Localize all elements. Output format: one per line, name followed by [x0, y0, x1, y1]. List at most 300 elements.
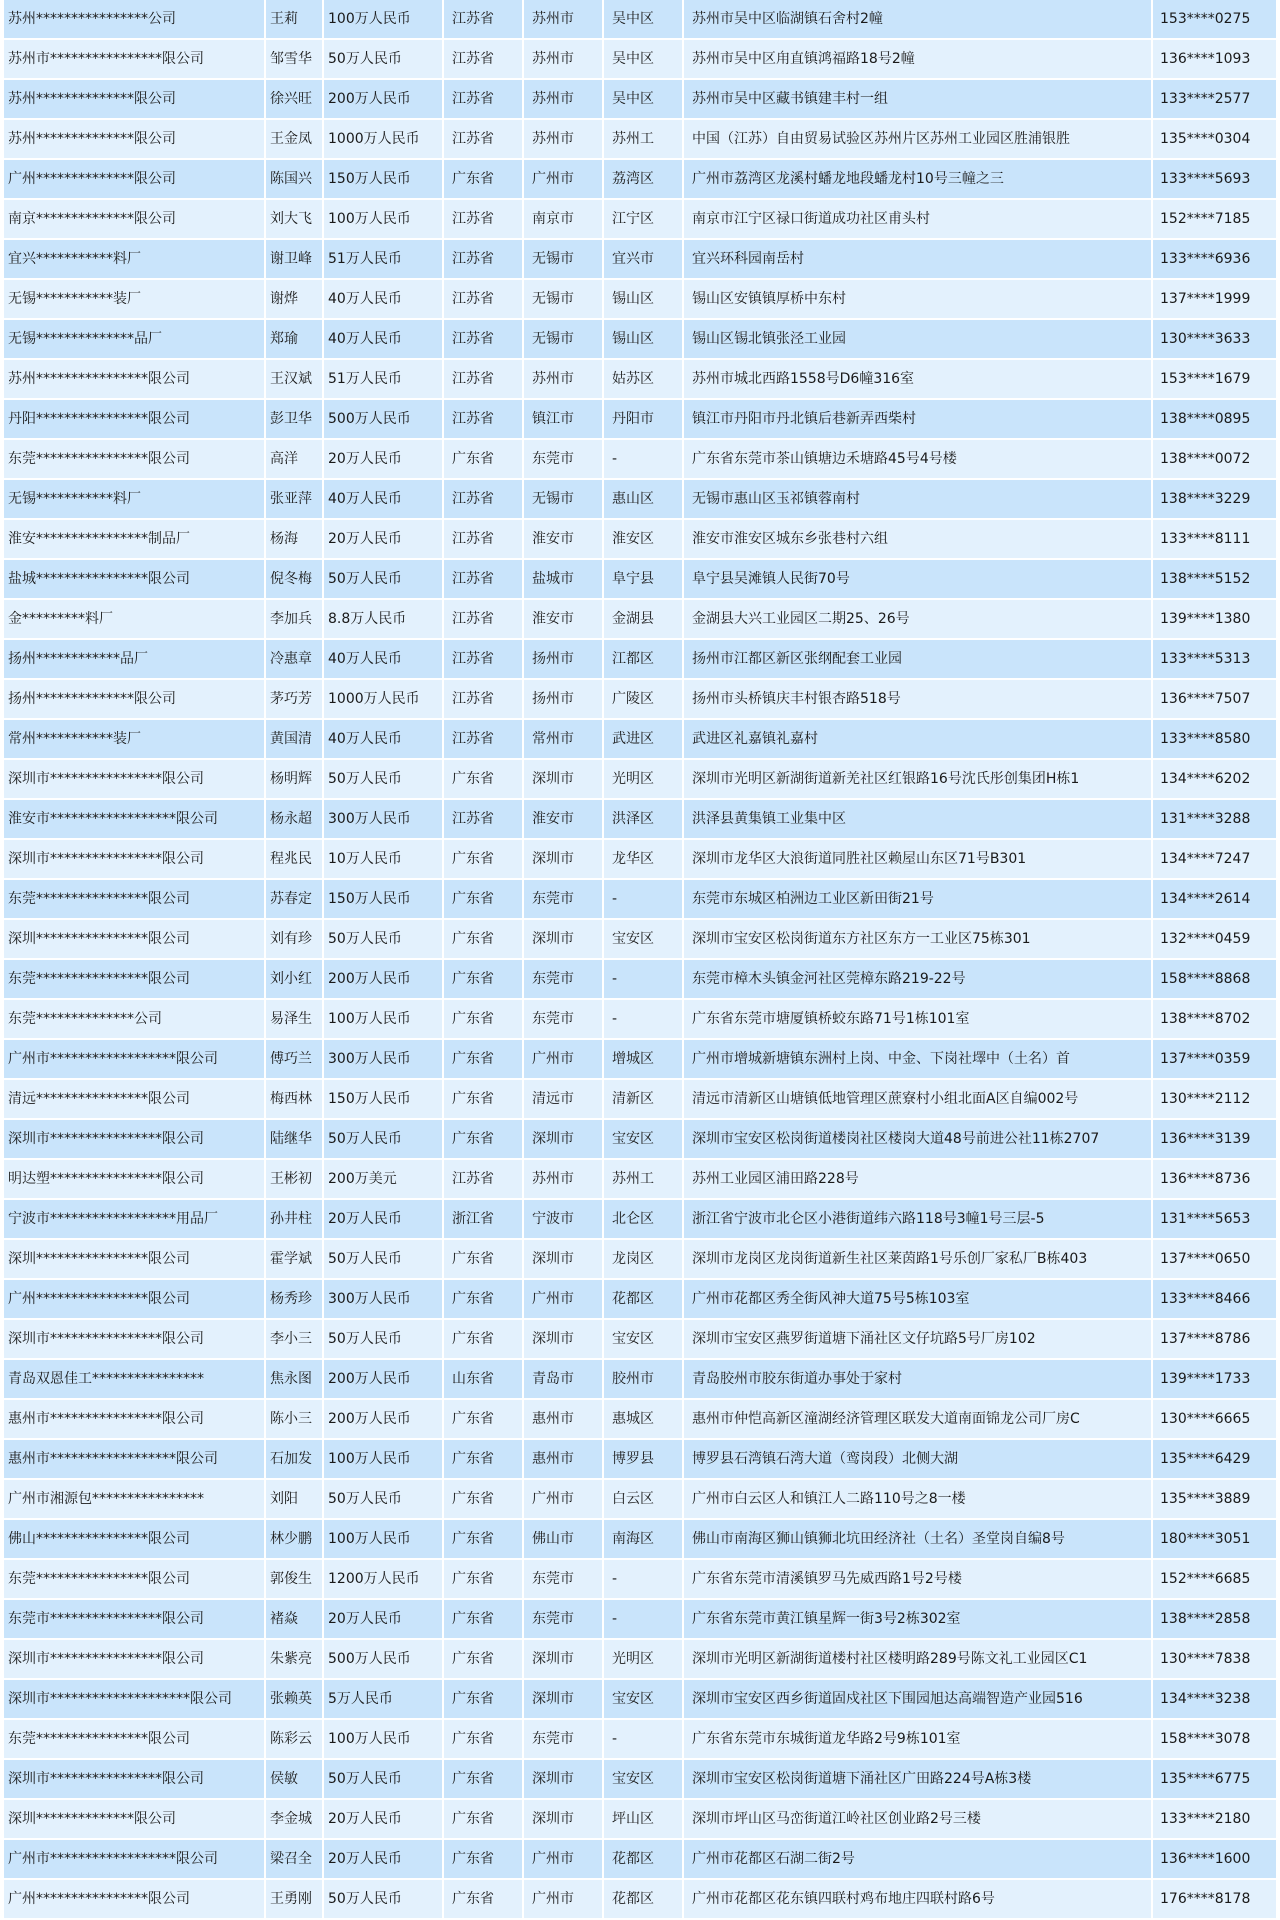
- province-cell: 江苏省: [444, 560, 524, 598]
- province-cell: 广东省: [444, 1720, 524, 1758]
- city-cell: 东莞市: [524, 960, 604, 998]
- registered-capital-cell: 50万人民币: [324, 1880, 444, 1918]
- contact-person-cell: 孙井柱: [266, 1200, 324, 1238]
- company-name-cell: 东莞****************限公司: [4, 880, 266, 918]
- district-cell: 坪山区: [604, 1800, 684, 1838]
- company-name-cell: 东莞****************限公司: [4, 440, 266, 478]
- phone-cell: 134****6202: [1160, 771, 1251, 787]
- table-row: [4, 1720, 1276, 1760]
- city-cell: 苏州市: [524, 120, 604, 158]
- registered-capital-cell: 1000万人民币: [324, 680, 444, 718]
- district-cell: 阜宁县: [604, 560, 684, 598]
- phone-cell: 133****8466: [1160, 1291, 1251, 1307]
- address-cell: 深圳市光明区新湖街道楼村社区楼明路289号陈文礼工业园区C1: [684, 1640, 1153, 1678]
- registered-capital-cell: 100万人民币: [324, 200, 444, 238]
- phone-cell: 136****1093: [1160, 51, 1251, 67]
- table-row: [4, 1200, 1276, 1240]
- company-name-cell: 无锡**************品厂: [4, 320, 266, 358]
- province-cell: 江苏省: [444, 80, 524, 118]
- registered-capital-cell: 50万人民币: [324, 760, 444, 798]
- table-row: [4, 360, 1276, 400]
- contact-person-cell: 张亚萍: [266, 480, 324, 518]
- company-name-cell: 青岛双恩佳工****************: [4, 1360, 266, 1398]
- phone-cell: 133****8580: [1160, 731, 1251, 747]
- address-cell: 苏州市吴中区藏书镇建丰村一组: [684, 80, 1153, 118]
- province-cell: 江苏省: [444, 280, 524, 318]
- district-cell: -: [604, 1000, 684, 1038]
- district-cell: 姑苏区: [604, 360, 684, 398]
- city-cell: 广州市: [524, 1040, 604, 1078]
- table-row: [4, 480, 1276, 520]
- company-name-cell: 东莞****************限公司: [4, 1720, 266, 1758]
- address-cell: 南京市江宁区禄口街道成功社区甫头村: [684, 200, 1153, 238]
- company-name-cell: 东莞****************限公司: [4, 960, 266, 998]
- table-row: [4, 760, 1276, 800]
- province-cell: 广东省: [444, 1080, 524, 1118]
- table-row: [4, 1440, 1276, 1480]
- registered-capital-cell: 40万人民币: [324, 640, 444, 678]
- registered-capital-cell: 200万人民币: [324, 1360, 444, 1398]
- contact-person-cell: 王莉: [266, 0, 324, 38]
- company-table: [4, 0, 1276, 1920]
- registered-capital-cell: 50万人民币: [324, 560, 444, 598]
- registered-capital-cell: 150万人民币: [324, 880, 444, 918]
- district-cell: 花都区: [604, 1280, 684, 1318]
- registered-capital-cell: 50万人民币: [324, 1120, 444, 1158]
- table-row: [4, 240, 1276, 280]
- phone-cell: 152****6685: [1160, 1571, 1251, 1587]
- province-cell: 江苏省: [444, 600, 524, 638]
- city-cell: 东莞市: [524, 880, 604, 918]
- company-name-cell: 淮安****************制品厂: [4, 520, 266, 558]
- company-name-cell: 广州****************限公司: [4, 1280, 266, 1318]
- phone-cell: 137****8786: [1160, 1331, 1251, 1347]
- company-name-cell: 无锡***********料厂: [4, 480, 266, 518]
- contact-person-cell: 王汉斌: [266, 360, 324, 398]
- province-cell: 广东省: [444, 880, 524, 918]
- district-cell: 武进区: [604, 720, 684, 758]
- address-cell: 广州市花都区秀全街风神大道75号5栋103室: [684, 1280, 1153, 1318]
- district-cell: 花都区: [604, 1840, 684, 1878]
- province-cell: 广东省: [444, 960, 524, 998]
- company-name-cell: 苏州市****************限公司: [4, 40, 266, 78]
- table-row: [4, 1160, 1276, 1200]
- company-name-cell: 东莞**************公司: [4, 1000, 266, 1038]
- phone-cell: 134****7247: [1160, 851, 1251, 867]
- province-cell: 江苏省: [444, 800, 524, 838]
- company-name-cell: 广州市湘源包****************: [4, 1480, 266, 1518]
- city-cell: 深圳市: [524, 1320, 604, 1358]
- registered-capital-cell: 20万人民币: [324, 1840, 444, 1878]
- contact-person-cell: 杨秀珍: [266, 1280, 324, 1318]
- table-row: [4, 720, 1276, 760]
- address-cell: 广州市白云区人和镇江人二路110号之8一楼: [684, 1480, 1153, 1518]
- table-row: [4, 0, 1276, 40]
- company-name-cell: 苏州****************公司: [4, 0, 266, 38]
- registered-capital-cell: 1200万人民币: [324, 1560, 444, 1598]
- registered-capital-cell: 500万人民币: [324, 400, 444, 438]
- phone-cell: 138****2858: [1160, 1611, 1251, 1627]
- city-cell: 宁波市: [524, 1200, 604, 1238]
- contact-person-cell: 褚焱: [266, 1600, 324, 1638]
- city-cell: 无锡市: [524, 240, 604, 278]
- contact-person-cell: 高洋: [266, 440, 324, 478]
- registered-capital-cell: 50万人民币: [324, 1240, 444, 1278]
- company-name-cell: 盐城****************限公司: [4, 560, 266, 598]
- phone-cell: 138****0895: [1160, 411, 1251, 427]
- company-name-cell: 东莞市****************限公司: [4, 1600, 266, 1638]
- company-name-cell: 无锡***********装厂: [4, 280, 266, 318]
- phone-cell: 139****1733: [1160, 1371, 1251, 1387]
- district-cell: 苏州工: [604, 120, 684, 158]
- contact-person-cell: 苏春定: [266, 880, 324, 918]
- province-cell: 广东省: [444, 1680, 524, 1718]
- district-cell: 宝安区: [604, 920, 684, 958]
- district-cell: 吴中区: [604, 0, 684, 38]
- province-cell: 江苏省: [444, 200, 524, 238]
- company-name-cell: 佛山****************限公司: [4, 1520, 266, 1558]
- table-row: [4, 600, 1276, 640]
- contact-person-cell: 焦永图: [266, 1360, 324, 1398]
- company-name-cell: 常州***********装厂: [4, 720, 266, 758]
- city-cell: 苏州市: [524, 360, 604, 398]
- registered-capital-cell: 500万人民币: [324, 1640, 444, 1678]
- district-cell: 宜兴市: [604, 240, 684, 278]
- district-cell: 花都区: [604, 1880, 684, 1918]
- district-cell: 南海区: [604, 1520, 684, 1558]
- registered-capital-cell: 20万人民币: [324, 440, 444, 478]
- phone-cell: 136****1600: [1160, 1851, 1251, 1867]
- registered-capital-cell: 40万人民币: [324, 320, 444, 358]
- contact-person-cell: 邹雪华: [266, 40, 324, 78]
- table-row: [4, 1520, 1276, 1560]
- phone-cell: 138****3229: [1160, 491, 1251, 507]
- phone-cell: 130****7838: [1160, 1651, 1251, 1667]
- city-cell: 东莞市: [524, 1720, 604, 1758]
- phone-cell: 136****7507: [1160, 691, 1251, 707]
- table-row: [4, 1240, 1276, 1280]
- address-cell: 锡山区锡北镇张泾工业园: [684, 320, 1153, 358]
- company-name-cell: 广州**************限公司: [4, 160, 266, 198]
- city-cell: 深圳市: [524, 1680, 604, 1718]
- city-cell: 东莞市: [524, 1560, 604, 1598]
- city-cell: 常州市: [524, 720, 604, 758]
- province-cell: 广东省: [444, 1520, 524, 1558]
- phone-cell: 133****5693: [1160, 171, 1251, 187]
- phone-cell: 130****2112: [1160, 1091, 1251, 1107]
- table-row: [4, 1120, 1276, 1160]
- company-name-cell: 深圳市****************限公司: [4, 760, 266, 798]
- contact-person-cell: 冷惠章: [266, 640, 324, 678]
- address-cell: 广州市花都区石湖二街2号: [684, 1840, 1153, 1878]
- company-name-cell: 清远****************限公司: [4, 1080, 266, 1118]
- district-cell: 北仑区: [604, 1200, 684, 1238]
- province-cell: 广东省: [444, 840, 524, 878]
- company-name-cell: 南京**************限公司: [4, 200, 266, 238]
- address-cell: 武进区礼嘉镇礼嘉村: [684, 720, 1153, 758]
- registered-capital-cell: 40万人民币: [324, 280, 444, 318]
- table-row: [4, 1680, 1276, 1720]
- province-cell: 广东省: [444, 1480, 524, 1518]
- table-row: [4, 440, 1276, 480]
- city-cell: 东莞市: [524, 1600, 604, 1638]
- district-cell: 广陵区: [604, 680, 684, 718]
- district-cell: 胶州市: [604, 1360, 684, 1398]
- district-cell: 白云区: [604, 1480, 684, 1518]
- province-cell: 广东省: [444, 1800, 524, 1838]
- address-cell: 淮安市淮安区城东乡张巷村六组: [684, 520, 1153, 558]
- address-cell: 深圳市龙华区大浪街道同胜社区赖屋山东区71号B301: [684, 840, 1153, 878]
- contact-person-cell: 石加发: [266, 1440, 324, 1478]
- city-cell: 东莞市: [524, 1000, 604, 1038]
- registered-capital-cell: 200万美元: [324, 1160, 444, 1198]
- district-cell: -: [604, 440, 684, 478]
- table-row: [4, 1600, 1276, 1640]
- registered-capital-cell: 300万人民币: [324, 1280, 444, 1318]
- city-cell: 无锡市: [524, 320, 604, 358]
- province-cell: 江苏省: [444, 0, 524, 38]
- table-row: [4, 320, 1276, 360]
- city-cell: 扬州市: [524, 640, 604, 678]
- table-row: [4, 1280, 1276, 1320]
- table-row: [4, 1760, 1276, 1800]
- phone-cell: 139****1380: [1160, 611, 1251, 627]
- registered-capital-cell: 100万人民币: [324, 1000, 444, 1038]
- table-row: [4, 1640, 1276, 1680]
- district-cell: -: [604, 880, 684, 918]
- registered-capital-cell: 100万人民币: [324, 1520, 444, 1558]
- table-row: [4, 1320, 1276, 1360]
- address-cell: 广州市花都区花东镇四联村鸡布地庄四联村路6号: [684, 1880, 1153, 1918]
- district-cell: 锡山区: [604, 280, 684, 318]
- company-name-cell: 宜兴***********料厂: [4, 240, 266, 278]
- table-row: [4, 1800, 1276, 1840]
- address-cell: 扬州市头桥镇庆丰村银杏路518号: [684, 680, 1153, 718]
- company-name-cell: 明达塑****************限公司: [4, 1160, 266, 1198]
- province-cell: 江苏省: [444, 680, 524, 718]
- contact-person-cell: 陈小三: [266, 1400, 324, 1438]
- company-name-cell: 广州****************限公司: [4, 1880, 266, 1918]
- registered-capital-cell: 100万人民币: [324, 1440, 444, 1478]
- registered-capital-cell: 200万人民币: [324, 960, 444, 998]
- district-cell: 龙岗区: [604, 1240, 684, 1278]
- contact-person-cell: 刘小红: [266, 960, 324, 998]
- city-cell: 淮安市: [524, 800, 604, 838]
- district-cell: 吴中区: [604, 80, 684, 118]
- contact-person-cell: 徐兴旺: [266, 80, 324, 118]
- province-cell: 广东省: [444, 760, 524, 798]
- table-row: [4, 1400, 1276, 1440]
- address-cell: 深圳市宝安区燕罗街道塘下涌社区文仔坑路5号厂房102: [684, 1320, 1153, 1358]
- address-cell: 苏州工业园区浦田路228号: [684, 1160, 1153, 1198]
- phone-cell: 134****3238: [1160, 1691, 1251, 1707]
- company-name-cell: 淮安市******************限公司: [4, 800, 266, 838]
- district-cell: 宝安区: [604, 1760, 684, 1798]
- registered-capital-cell: 8.8万人民币: [324, 600, 444, 638]
- registered-capital-cell: 300万人民币: [324, 800, 444, 838]
- phone-cell: 135****0304: [1160, 131, 1251, 147]
- district-cell: 惠城区: [604, 1400, 684, 1438]
- table-row: [4, 160, 1276, 200]
- phone-cell: 135****6775: [1160, 1771, 1251, 1787]
- district-cell: 宝安区: [604, 1320, 684, 1358]
- address-cell: 深圳市光明区新湖街道新羌社区红银路16号沈氏彤创集团H栋1: [684, 760, 1153, 798]
- company-name-cell: 苏州****************限公司: [4, 360, 266, 398]
- district-cell: -: [604, 960, 684, 998]
- table-row: [4, 40, 1276, 80]
- contact-person-cell: 李加兵: [266, 600, 324, 638]
- table-row: [4, 1080, 1276, 1120]
- contact-person-cell: 陈国兴: [266, 160, 324, 198]
- phone-cell: 135****6429: [1160, 1451, 1251, 1467]
- table-row: [4, 1560, 1276, 1600]
- address-cell: 苏州市吴中区甪直镇鸿福路18号2幢: [684, 40, 1153, 78]
- table-row: [4, 1360, 1276, 1400]
- contact-person-cell: 傅巧兰: [266, 1040, 324, 1078]
- contact-person-cell: 郭俊生: [266, 1560, 324, 1598]
- address-cell: 扬州市江都区新区张纲配套工业园: [684, 640, 1153, 678]
- table-row: [4, 120, 1276, 160]
- phone-cell: 138****5152: [1160, 571, 1251, 587]
- contact-person-cell: 谢卫峰: [266, 240, 324, 278]
- address-cell: 浙江省宁波市北仑区小港街道纬六路118号3幢1号三层-5: [684, 1200, 1153, 1238]
- phone-cell: 130****6665: [1160, 1411, 1251, 1427]
- province-cell: 广东省: [444, 1320, 524, 1358]
- table-row: [4, 960, 1276, 1000]
- table-row: [4, 800, 1276, 840]
- phone-cell: 135****3889: [1160, 1491, 1251, 1507]
- district-cell: 宝安区: [604, 1120, 684, 1158]
- address-cell: 东莞市樟木头镇金河社区莞樟东路219-22号: [684, 960, 1153, 998]
- city-cell: 苏州市: [524, 80, 604, 118]
- contact-person-cell: 刘阳: [266, 1480, 324, 1518]
- registered-capital-cell: 20万人民币: [324, 520, 444, 558]
- city-cell: 镇江市: [524, 400, 604, 438]
- registered-capital-cell: 150万人民币: [324, 160, 444, 198]
- registered-capital-cell: 51万人民币: [324, 240, 444, 278]
- district-cell: -: [604, 1560, 684, 1598]
- address-cell: 青岛胶州市胶东街道办事处于家村: [684, 1360, 1153, 1398]
- province-cell: 广东省: [444, 1640, 524, 1678]
- table-row: [4, 1480, 1276, 1520]
- table-row: [4, 880, 1276, 920]
- address-cell: 清远市清新区山塘镇低地管理区蔗寮村小组北面A区自编002号: [684, 1080, 1153, 1118]
- phone-cell: 137****0359: [1160, 1051, 1251, 1067]
- city-cell: 淮安市: [524, 600, 604, 638]
- registered-capital-cell: 50万人民币: [324, 1480, 444, 1518]
- phone-cell: 138****0072: [1160, 451, 1251, 467]
- city-cell: 深圳市: [524, 1640, 604, 1678]
- address-cell: 广东省东莞市黄江镇星辉一街3号2栋302室: [684, 1600, 1153, 1638]
- address-cell: 洪泽县黄集镇工业集中区: [684, 800, 1153, 838]
- address-cell: 东莞市东城区柏洲边工业区新田街21号: [684, 880, 1153, 918]
- registered-capital-cell: 10万人民币: [324, 840, 444, 878]
- contact-person-cell: 陆继华: [266, 1120, 324, 1158]
- phone-cell: 133****2180: [1160, 1811, 1251, 1827]
- phone-cell: 176****8178: [1160, 1891, 1251, 1907]
- province-cell: 广东省: [444, 1240, 524, 1278]
- district-cell: 苏州工: [604, 1160, 684, 1198]
- contact-person-cell: 郑瑜: [266, 320, 324, 358]
- province-cell: 广东省: [444, 440, 524, 478]
- phone-cell: 132****0459: [1160, 931, 1251, 947]
- province-cell: 广东省: [444, 1880, 524, 1918]
- contact-person-cell: 侯敏: [266, 1760, 324, 1798]
- city-cell: 苏州市: [524, 0, 604, 38]
- address-cell: 惠州市仲恺高新区潼湖经济管理区联发大道南面锦龙公司厂房C: [684, 1400, 1153, 1438]
- province-cell: 广东省: [444, 1560, 524, 1598]
- phone-cell: 133****2577: [1160, 91, 1251, 107]
- phone-cell: 133****6936: [1160, 251, 1251, 267]
- company-name-cell: 深圳市****************限公司: [4, 1120, 266, 1158]
- table-row: [4, 560, 1276, 600]
- table-row: [4, 920, 1276, 960]
- registered-capital-cell: 200万人民币: [324, 80, 444, 118]
- address-cell: 金湖县大兴工业园区二期25、26号: [684, 600, 1153, 638]
- address-cell: 广州市荔湾区龙溪村蟠龙地段蟠龙村10号三幢之三: [684, 160, 1153, 198]
- contact-person-cell: 李金城: [266, 1800, 324, 1838]
- contact-person-cell: 杨明辉: [266, 760, 324, 798]
- province-cell: 江苏省: [444, 40, 524, 78]
- phone-cell: 152****7185: [1160, 211, 1251, 227]
- phone-cell: 131****3288: [1160, 811, 1251, 827]
- address-cell: 广东省东莞市清溪镇罗马先威西路1号2号楼: [684, 1560, 1153, 1598]
- province-cell: 江苏省: [444, 120, 524, 158]
- registered-capital-cell: 5万人民币: [324, 1680, 444, 1718]
- contact-person-cell: 王勇刚: [266, 1880, 324, 1918]
- city-cell: 深圳市: [524, 920, 604, 958]
- address-cell: 博罗县石湾镇石湾大道（鸾岗段）北侧大湖: [684, 1440, 1153, 1478]
- company-name-cell: 深圳****************限公司: [4, 1240, 266, 1278]
- city-cell: 苏州市: [524, 1160, 604, 1198]
- company-name-cell: 深圳市****************限公司: [4, 840, 266, 878]
- city-cell: 深圳市: [524, 1760, 604, 1798]
- city-cell: 广州市: [524, 1840, 604, 1878]
- address-cell: 宜兴环科园南岳村: [684, 240, 1153, 278]
- province-cell: 江苏省: [444, 400, 524, 438]
- contact-person-cell: 刘大飞: [266, 200, 324, 238]
- province-cell: 江苏省: [444, 360, 524, 398]
- address-cell: 佛山市南海区狮山镇狮北坑田经济社（土名）圣堂岗自编8号: [684, 1520, 1153, 1558]
- district-cell: 宝安区: [604, 1680, 684, 1718]
- phone-cell: 138****8702: [1160, 1011, 1251, 1027]
- address-cell: 深圳市宝安区松岗街道楼岗社区楼岗大道48号前进公社11栋2707: [684, 1120, 1153, 1158]
- table-row: [4, 280, 1276, 320]
- phone-cell: 133****5313: [1160, 651, 1251, 667]
- registered-capital-cell: 100万人民币: [324, 0, 444, 38]
- contact-person-cell: 梅西林: [266, 1080, 324, 1118]
- company-name-cell: 苏州**************限公司: [4, 80, 266, 118]
- registered-capital-cell: 40万人民币: [324, 480, 444, 518]
- district-cell: 淮安区: [604, 520, 684, 558]
- address-cell: 苏州市城北西路1558号D6幢316室: [684, 360, 1153, 398]
- district-cell: 光明区: [604, 760, 684, 798]
- registered-capital-cell: 40万人民币: [324, 720, 444, 758]
- registered-capital-cell: 51万人民币: [324, 360, 444, 398]
- address-cell: 苏州市吴中区临湖镇石舍村2幢: [684, 0, 1153, 38]
- phone-cell: 158****8868: [1160, 971, 1251, 987]
- company-name-cell: 深圳市********************限公司: [4, 1680, 266, 1718]
- city-cell: 深圳市: [524, 1120, 604, 1158]
- address-cell: 广东省东莞市塘厦镇桥蛟东路71号1栋101室: [684, 1000, 1153, 1038]
- province-cell: 广东省: [444, 1040, 524, 1078]
- province-cell: 江苏省: [444, 1160, 524, 1198]
- province-cell: 广东省: [444, 1400, 524, 1438]
- contact-person-cell: 杨海: [266, 520, 324, 558]
- city-cell: 佛山市: [524, 1520, 604, 1558]
- district-cell: 锡山区: [604, 320, 684, 358]
- city-cell: 青岛市: [524, 1360, 604, 1398]
